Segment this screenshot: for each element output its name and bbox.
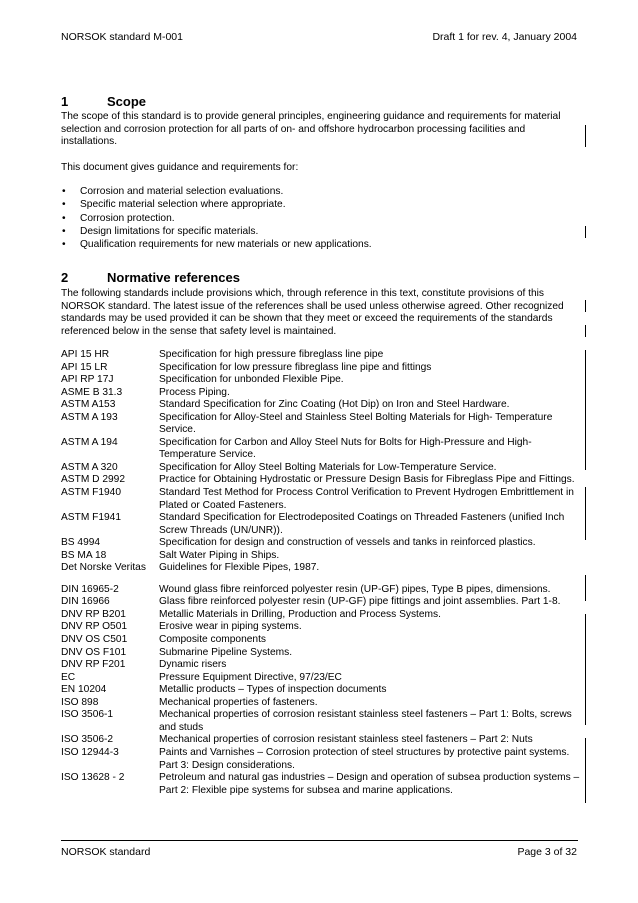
reference-code: DNV RP F201 [61, 659, 126, 671]
reference-description: Specification for Alloy-Steel and Stainless Steel Bolting Materials for High- Temperature Service. [159, 411, 553, 436]
reference-description: Submarine Pipeline Systems. [159, 646, 293, 658]
reference-code: API 15 LR [61, 361, 108, 373]
section-1-number: 1 [61, 94, 69, 109]
reference-list [61, 349, 581, 797]
reference-description: Petroleum and natural gas industries – Design and operation of subsea production systems – Part 2: Flexible pipe systems for subsea and marine applications. [159, 772, 580, 796]
reference-spacer [61, 575, 581, 584]
reference-code: ISO 898 [61, 696, 99, 708]
reference-row [61, 772, 581, 797]
header-document-title: NORSOK standard M-001 [61, 31, 183, 43]
reference-code: ASTM D 2992 [61, 474, 125, 486]
reference-code: ISO 12944-3 [61, 746, 119, 758]
reference-code: BS 4994 [61, 537, 101, 549]
bullet-icon: • [62, 186, 66, 197]
reference-code: EC [61, 671, 76, 683]
bullet-icon: • [62, 239, 66, 251]
reference-row [61, 462, 581, 475]
change-bar [585, 738, 586, 803]
reference-description: Metallic products – Types of inspection documents [159, 684, 387, 696]
reference-description: Guidelines for Flexible Pipes, 1987. [159, 562, 320, 574]
reference-description: Wound glass fibre reinforced polyester resin (UP-GF) pipes, Type B pipes, dimensions. [159, 583, 551, 595]
reference-row [61, 584, 581, 597]
reference-description: Standard Specification for Electrodeposited Coatings on Threaded Fasteners (unified Inch Screw Threads (UN/UNR)). [159, 512, 565, 536]
list-item-text: Corrosion protection. [80, 212, 175, 224]
list-item [61, 212, 579, 225]
reference-description: Specification for design and construction of vessels and tanks in reinforced plastics. [159, 537, 536, 549]
reference-code: ASTM F1940 [61, 487, 122, 499]
reference-description: Specification for Carbon and Alloy Steel Nuts for Bolts for High-Pressure and High-Temperature Service. [159, 436, 532, 461]
reference-row [61, 672, 581, 685]
reference-description: Mechanical properties of fasteners. [159, 696, 318, 708]
list-item [61, 225, 579, 238]
reference-row [61, 697, 581, 710]
reference-row [61, 734, 581, 747]
reference-description: Salt Water Piping in Ships. [159, 549, 280, 561]
reference-code: Det Norske Veritas [61, 562, 146, 574]
reference-row [61, 621, 581, 634]
reference-description: Practice for Obtaining Hydrostatic or Pressure Design Basis for Fibreglass Pipe and Fittings. [159, 474, 575, 486]
section-1-title: Scope [107, 94, 147, 109]
reference-code: ASTM A 194 [61, 436, 118, 448]
reference-code: BS MA 18 [61, 549, 107, 561]
normative-references-paragraph: The following standards include provisions which, through reference in this text, constitute provisions of this NORSOK standard. The latest issue of the references shall be used unless otherwise agreed. Other recognized standards may be used provided it can be shown that they meet or exceed the requirements of the standards referenced below in the sense that safety level is maintained. [61, 288, 564, 337]
reference-code: ASME B 31.3 [61, 386, 123, 398]
reference-code: DNV OS C501 [61, 634, 128, 646]
list-item [61, 185, 579, 198]
reference-description: Glass fibre reinforced polyester resin (UP-GF) pipe fittings and joint assemblies. Part 1-8. [159, 596, 561, 608]
reference-description: Specification for unbonded Flexible Pipe. [159, 374, 344, 386]
list-item [61, 238, 579, 251]
reference-code: ISO 3506-1 [61, 709, 114, 721]
change-bar [585, 575, 586, 601]
change-bar [585, 350, 586, 470]
reference-description: Pressure Equipment Directive, 97/23/EC [159, 671, 342, 683]
reference-code: ASTM A153 [61, 399, 116, 411]
reference-row [61, 550, 581, 563]
bullet-icon: • [62, 225, 66, 237]
reference-code: API 15 HR [61, 349, 110, 360]
reference-description: Standard Test Method for Process Control Verification to Prevent Hydrogen Embrittlement in Plated or Coated Fasteners. [159, 487, 574, 511]
reference-code: ISO 13628 - 2 [61, 772, 125, 784]
reference-description: Metallic Materials in Drilling, Production and Process Systems. [159, 608, 441, 620]
reference-code: ASTM A 320 [61, 461, 118, 473]
reference-code: DNV RP O501 [61, 621, 128, 633]
section-2-title: Normative references [107, 270, 240, 285]
reference-row [61, 684, 581, 697]
change-bar [585, 325, 586, 337]
reference-row [61, 474, 581, 487]
change-bar [585, 487, 586, 540]
scope-bullet-list [61, 185, 579, 251]
reference-row [61, 362, 581, 375]
scope-paragraph: The scope of this standard is to provide general principles, engineering guidance and requirements for material selection and corrosion protection for all parts of on- and offshore hydrocarbon processing facilities and installations. [61, 111, 561, 148]
reference-row [61, 399, 581, 412]
bullet-icon: • [62, 199, 66, 211]
reference-description: Composite components [159, 634, 267, 646]
reference-code: DNV OS F101 [61, 646, 127, 658]
reference-code: DIN 16966 [61, 596, 110, 608]
reference-code: ASTM F1941 [61, 512, 122, 524]
list-item [61, 198, 579, 211]
reference-row [61, 387, 581, 400]
page-footer [61, 845, 577, 859]
change-bar [585, 614, 586, 725]
reference-row [61, 659, 581, 672]
page-header [61, 30, 577, 44]
reference-description: Erosive wear in piping systems. [159, 621, 302, 633]
reference-row [61, 634, 581, 647]
section-2-number: 2 [61, 270, 69, 285]
reference-code: EN 10204 [61, 684, 107, 696]
list-item-text: Design limitations for specific materials. [80, 225, 259, 237]
reference-description: Specification for low pressure fibreglass line pipe and fittings [159, 361, 432, 373]
footer-rule [61, 840, 578, 841]
reference-row [61, 512, 581, 537]
reference-description: Process Piping. [159, 386, 230, 398]
footer-standard-name: NORSOK standard [61, 846, 151, 858]
change-bar [585, 226, 586, 238]
section-1-heading [61, 94, 146, 110]
reference-row [61, 562, 581, 575]
reference-row [61, 537, 581, 550]
reference-code: DIN 16965-2 [61, 583, 119, 595]
section-2-heading [61, 270, 240, 286]
reference-row [61, 609, 581, 622]
scope-intro-paragraph: This document gives guidance and requirements for: [61, 162, 299, 173]
reference-row [61, 349, 581, 362]
reference-description: Specification for Alloy Steel Bolting Materials for Low-Temperature Service. [159, 461, 497, 473]
reference-row [61, 437, 581, 462]
reference-description: Paints and Varnishes – Corrosion protection of steel structures by protective paint systems. Part 3: Design considerations. [159, 746, 570, 771]
reference-row [61, 647, 581, 660]
reference-row [61, 747, 581, 772]
reference-row [61, 487, 581, 512]
list-item-text: Corrosion and material selection evaluations. [80, 186, 284, 197]
list-item-text: Qualification requirements for new materials or new applications. [80, 239, 372, 251]
bullet-icon: • [62, 212, 66, 224]
reference-row [61, 374, 581, 387]
reference-description: Standard Specification for Zinc Coating (Hot Dip) on Iron and Steel Hardware. [159, 399, 510, 411]
reference-code: ASTM A 193 [61, 411, 118, 423]
header-draft-info: Draft 1 for rev. 4, January 2004 [432, 31, 577, 43]
reference-description: Mechanical properties of corrosion resistant stainless steel fasteners – Part 1: Bolts, screws and studs [159, 709, 572, 733]
reference-code: API RP 17J [61, 374, 114, 386]
change-bar [585, 125, 586, 147]
list-item-text: Specific material selection where appropriate. [80, 199, 286, 211]
reference-code: DNV RP B201 [61, 608, 126, 620]
footer-page-number: Page 3 of 32 [517, 846, 577, 858]
reference-row [61, 412, 581, 437]
reference-row [61, 596, 581, 609]
reference-description: Mechanical properties of corrosion resistant stainless steel fasteners – Part 2: Nuts [159, 734, 533, 746]
reference-row [61, 709, 581, 734]
reference-description: Dynamic risers [159, 659, 227, 671]
reference-code: ISO 3506-2 [61, 734, 114, 746]
change-bar [585, 300, 586, 312]
reference-description: Specification for high pressure fibreglass line pipe [159, 349, 384, 360]
